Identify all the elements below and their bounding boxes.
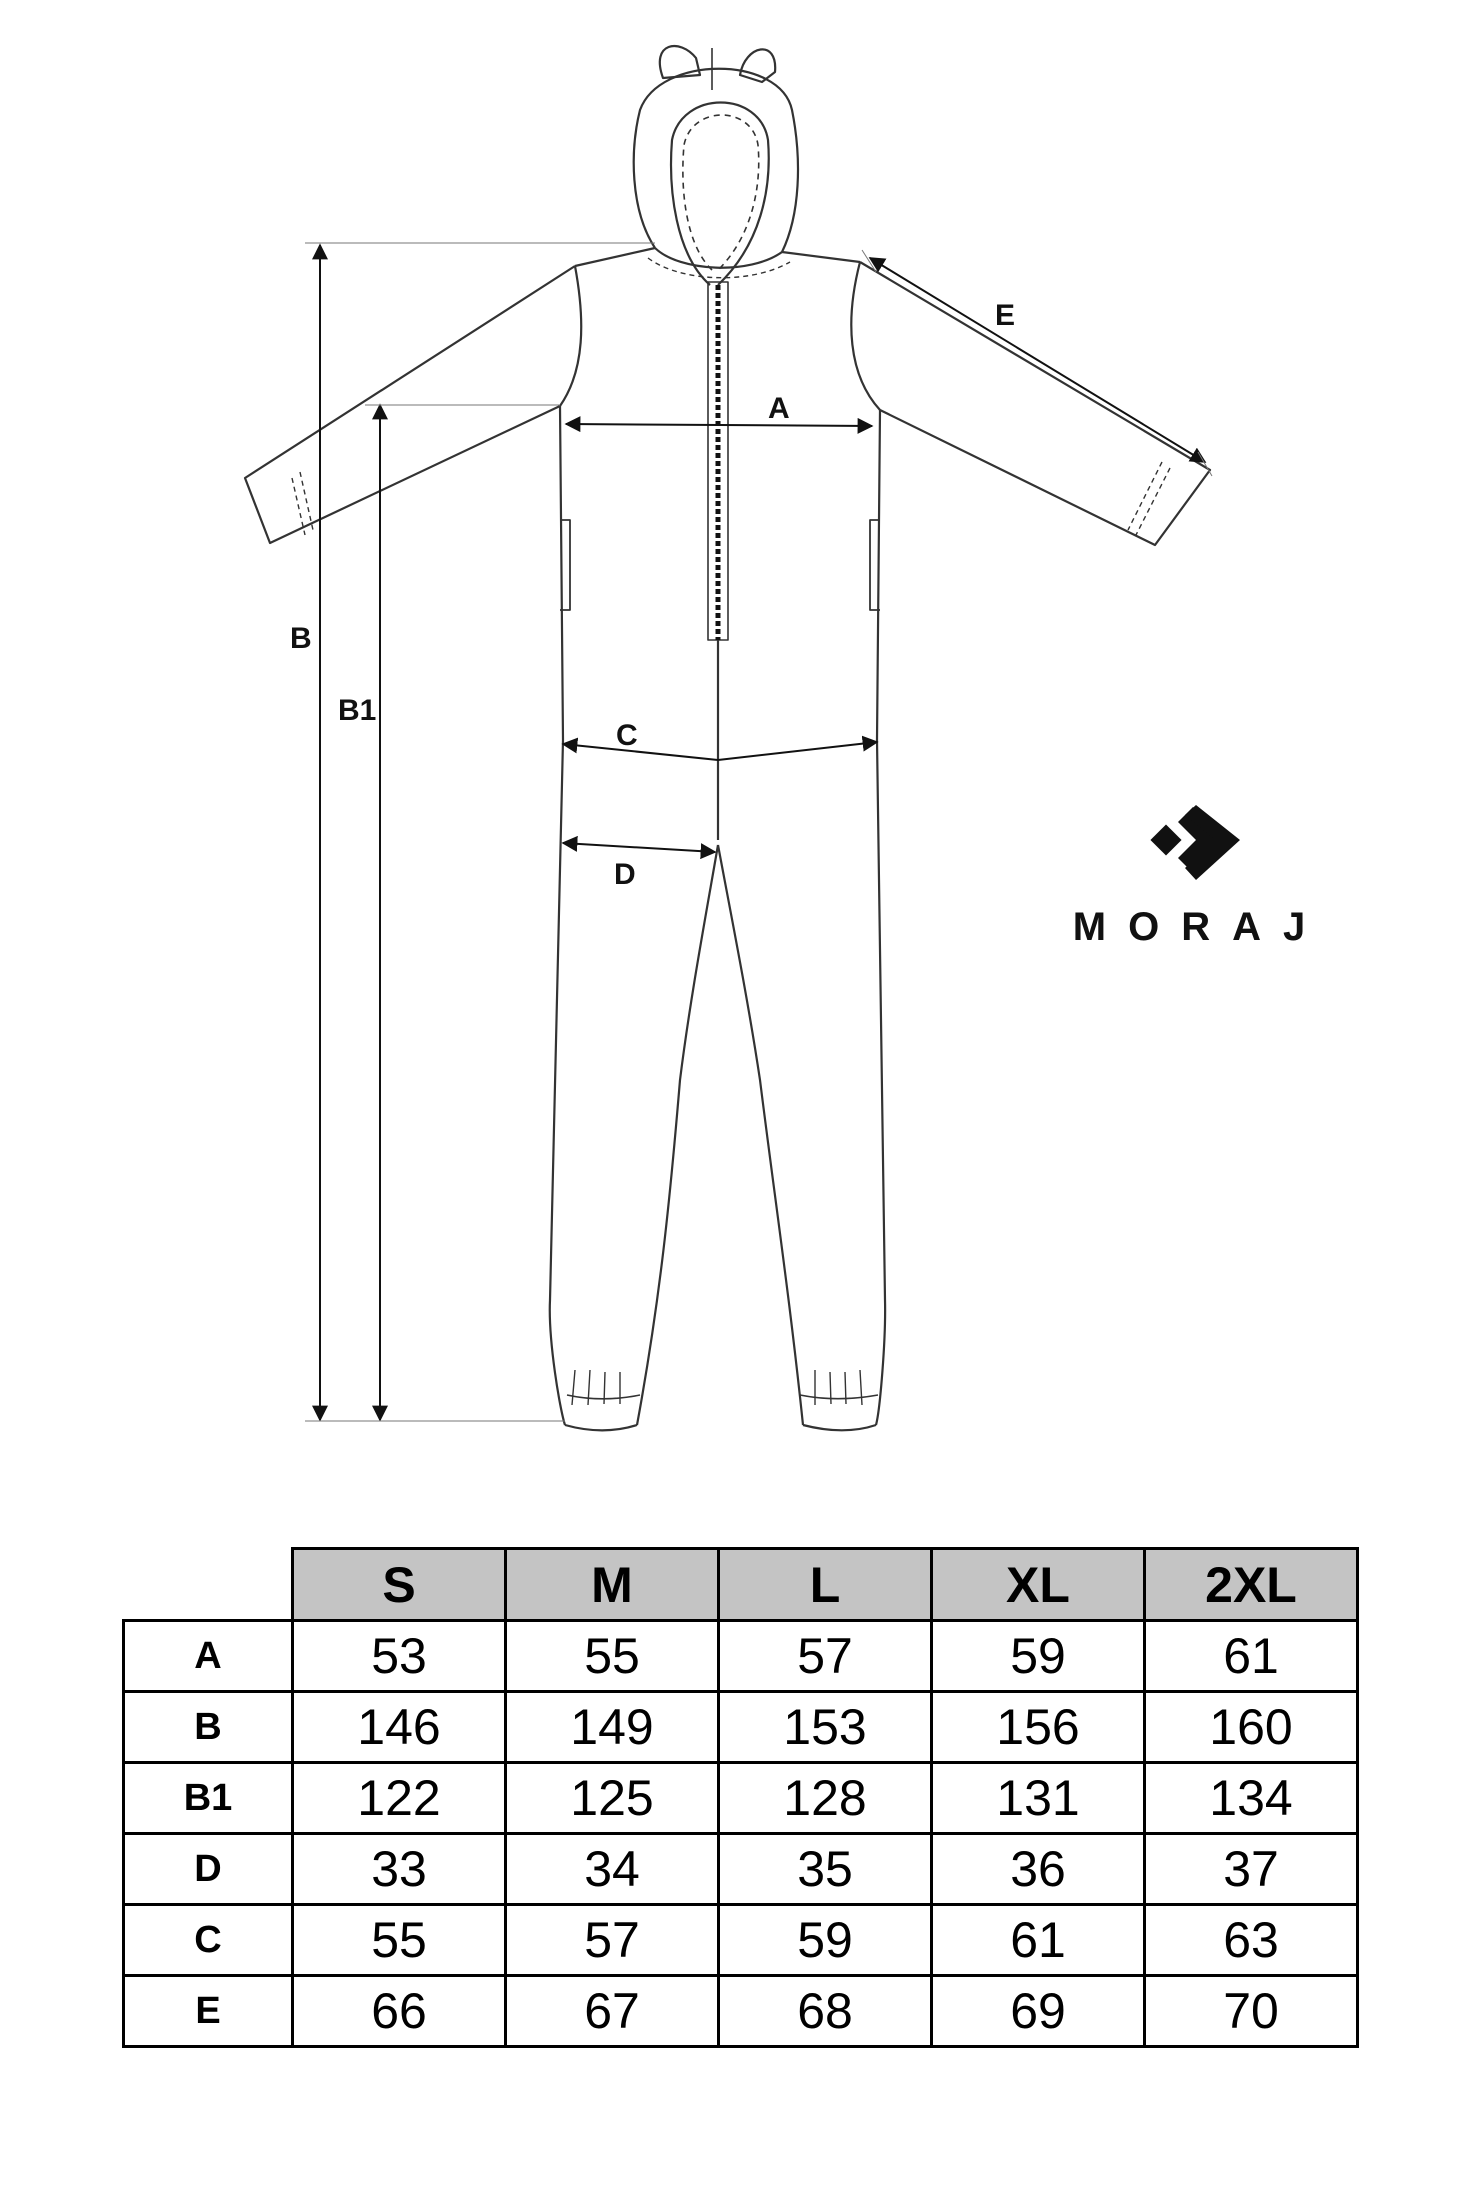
torso-left [550, 406, 565, 1425]
measure-line-C [563, 744, 718, 760]
onesie-outline [245, 46, 1210, 1430]
row-label: D [124, 1834, 293, 1905]
right-cuff [803, 1425, 876, 1430]
cell-value: 34 [506, 1834, 719, 1905]
size-table [122, 1547, 1359, 2048]
row-label: A [124, 1621, 293, 1692]
table-row [124, 1692, 1358, 1763]
col-header-s: S [293, 1549, 506, 1621]
cell-value: 70 [1145, 1976, 1358, 2047]
cell-value: 160 [1145, 1692, 1358, 1763]
cell-value: 35 [719, 1834, 932, 1905]
col-header-2xl: 2XL [1145, 1549, 1358, 1621]
cell-value: 59 [932, 1621, 1145, 1692]
right-sleeve [860, 262, 1210, 545]
label-B1: B1 [338, 694, 377, 727]
cell-value: 69 [932, 1976, 1145, 2047]
label-C: C [616, 719, 638, 752]
table-row [124, 1905, 1358, 1976]
cell-value: 134 [1145, 1763, 1358, 1834]
table-row [124, 1976, 1358, 2047]
cell-value: 36 [932, 1834, 1145, 1905]
col-header-m: M [506, 1549, 719, 1621]
left-cuff [565, 1425, 637, 1430]
cell-value: 131 [932, 1763, 1145, 1834]
cell-value: 122 [293, 1763, 506, 1834]
table-row [124, 1621, 1358, 1692]
col-header-l: L [719, 1549, 932, 1621]
left-shoulder [575, 248, 655, 266]
label-E: E [995, 299, 1016, 332]
hood-opening [671, 103, 769, 286]
table-row [124, 1763, 1358, 1834]
cell-value: 53 [293, 1621, 506, 1692]
cell-value: 57 [719, 1621, 932, 1692]
cell-value: 67 [506, 1976, 719, 2047]
cell-value: 57 [506, 1905, 719, 1976]
measure-line-A [566, 424, 872, 426]
measure-line-D [563, 843, 715, 852]
torso-right [876, 410, 885, 1425]
label-B: B [290, 622, 312, 655]
brand-name: MORAJ [1072, 905, 1328, 949]
cell-value: 59 [719, 1905, 932, 1976]
measurement-lines [305, 243, 1212, 1421]
label-D: D [614, 858, 636, 891]
cell-value: 63 [1145, 1905, 1358, 1976]
size-header-row [124, 1549, 1358, 1621]
left-inner-leg [637, 845, 718, 1425]
dimension-labels [290, 299, 1015, 891]
cell-value: 156 [932, 1692, 1145, 1763]
right-shoulder [782, 252, 860, 262]
brand-logo-mark [1150, 805, 1240, 880]
cell-value: 61 [1145, 1621, 1358, 1692]
cell-value: 149 [506, 1692, 719, 1763]
cell-value: 125 [506, 1763, 719, 1834]
row-label: E [124, 1976, 293, 2047]
cell-value: 33 [293, 1834, 506, 1905]
col-header-xl: XL [932, 1549, 1145, 1621]
cell-value: 146 [293, 1692, 506, 1763]
row-label: C [124, 1905, 293, 1976]
hood [634, 69, 798, 252]
table-row [124, 1834, 1358, 1905]
right-ear [740, 49, 775, 82]
table-corner [124, 1549, 293, 1621]
cell-value: 153 [719, 1692, 932, 1763]
measure-line-E [870, 258, 1205, 462]
row-label: B [124, 1692, 293, 1763]
left-ear [660, 46, 700, 78]
right-inner-leg [718, 845, 803, 1425]
cell-value: 55 [293, 1905, 506, 1976]
label-A: A [768, 392, 790, 425]
cell-value: 37 [1145, 1834, 1358, 1905]
cell-value: 66 [293, 1976, 506, 2047]
row-label: B1 [124, 1763, 293, 1834]
cell-value: 128 [719, 1763, 932, 1834]
cell-value: 61 [932, 1905, 1145, 1976]
cell-value: 68 [719, 1976, 932, 2047]
cell-value: 55 [506, 1621, 719, 1692]
